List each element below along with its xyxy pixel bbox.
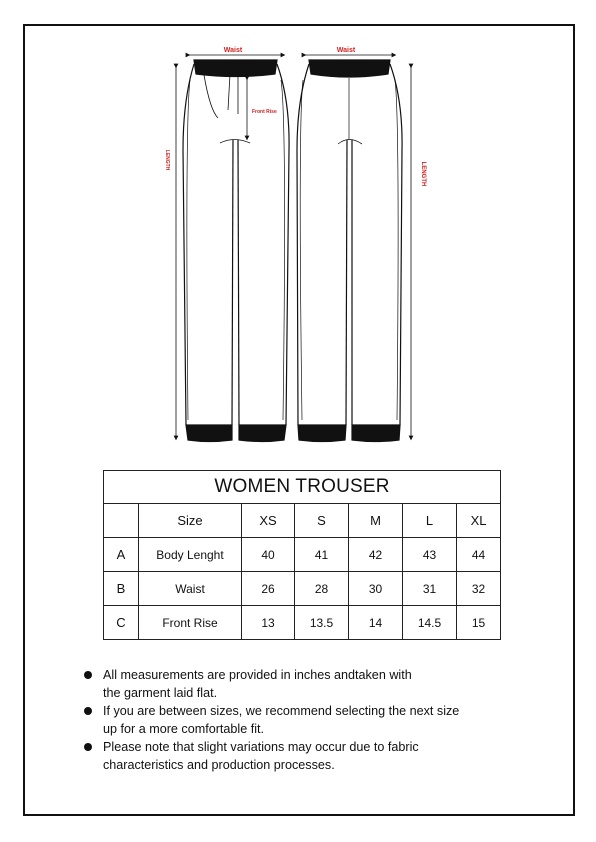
table-cell: 13.5 [295, 606, 349, 640]
note-line: All measurements are provided in inches andtaken with [103, 668, 412, 682]
table-row [104, 572, 501, 606]
back-view-trouser [297, 60, 402, 442]
table-cell: 26 [242, 572, 295, 606]
note-line: up for a more comfortable fit. [103, 722, 264, 736]
row-measure: Body Lenght [139, 538, 242, 572]
header-cell: S [295, 504, 349, 538]
front-view-trouser [183, 60, 289, 442]
row-code: C [104, 606, 139, 640]
back-waist-label: Waist [336, 47, 356, 54]
list-item [84, 702, 504, 738]
front-waist-label: Waist [223, 47, 243, 54]
table-cell: 15 [457, 606, 501, 640]
row-measure: Waist [139, 572, 242, 606]
table-cell: 41 [295, 538, 349, 572]
header-cell: XL [457, 504, 501, 538]
row-measure: Front Rise [139, 606, 242, 640]
row-code: A [104, 538, 139, 572]
list-item [84, 738, 504, 774]
back-length-label: LENGTH [420, 161, 426, 187]
table-cell: 42 [349, 538, 403, 572]
table-cell: 13 [242, 606, 295, 640]
table-cell: 44 [457, 538, 501, 572]
note-line: If you are between sizes, we recommend selecting the next size [103, 704, 460, 718]
header-cell: M [349, 504, 403, 538]
front-rise-label: Front Rise [252, 109, 277, 115]
header-cell: Size [139, 504, 242, 538]
table-cell: 28 [295, 572, 349, 606]
table-row [104, 538, 501, 572]
table-title: WOMEN TROUSER [104, 471, 501, 504]
table-cell: 32 [457, 572, 501, 606]
table-cell: 14 [349, 606, 403, 640]
bullet-icon [84, 671, 92, 679]
back-dimensions [304, 55, 411, 438]
header-cell: XS [242, 504, 295, 538]
list-item [84, 666, 504, 702]
notes-list [84, 666, 504, 774]
note-line: characteristics and production processes. [103, 758, 335, 772]
table-cell: 31 [403, 572, 457, 606]
front-length-label: LENGTH [164, 149, 170, 171]
size-chart-table [103, 470, 501, 640]
table-cell: 14.5 [403, 606, 457, 640]
note-line: the garment laid flat. [103, 686, 218, 700]
table-header-row [104, 504, 501, 538]
table-cell: 40 [242, 538, 295, 572]
bullet-icon [84, 743, 92, 751]
header-cell: L [403, 504, 457, 538]
note-line: Please note that slight variations may occur due to fabric [103, 740, 419, 754]
table-cell: 43 [403, 538, 457, 572]
header-cell [104, 504, 139, 538]
row-code: B [104, 572, 139, 606]
table-row [104, 606, 501, 640]
table-cell: 30 [349, 572, 403, 606]
bullet-icon [84, 707, 92, 715]
